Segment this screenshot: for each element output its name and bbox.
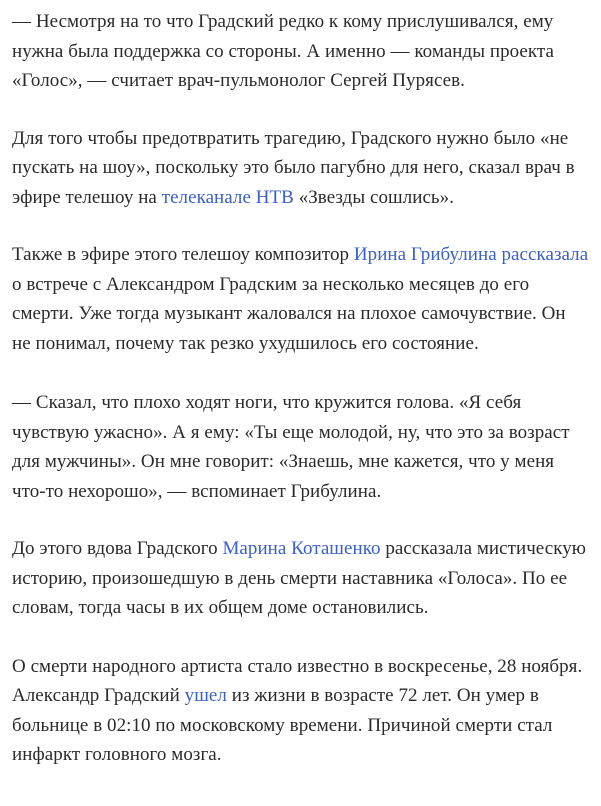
paragraph-6-text-a: О смерти народного артиста стало известно в воскресенье, 28 ноября. Александр Градский [12,655,583,706]
paragraph-5 [12,534,589,623]
link-irina-gribulina[interactable]: Ирина Грибулина рассказала [353,244,589,265]
link-marina-kotashenko[interactable]: Марина Коташенко [222,538,381,559]
link-passed-away[interactable]: ушел [184,685,227,706]
paragraph-3-text-b: о встрече с Александром Градским за несколько месяцев до его смерти. Уже тогда музыкант жаловался на плохое самочувствие. Он не понимал, почему так резко ухудшилось его состояние. [12,273,566,354]
paragraph-3 [12,240,589,358]
paragraph-3-text-a: Также в эфире этого телешоу композитор [12,244,354,265]
paragraph-2 [12,124,589,213]
paragraph-6 [12,652,589,770]
paragraph-5-text-b: рассказала мистическую историю, произошедшую в день смерти наставника «Голоса». По ее словам, тогда часы в их общем доме остановились. [12,538,587,618]
paragraph-5-text-a: До этого вдова Градского [12,538,223,559]
paragraph-1 [12,0,589,96]
paragraph-6-text-b: из жизни в возрасте 72 лет. Он умер в больнице в 02:10 по московскому времени. Причиной смерти стал инфаркт головного мозга. [12,685,553,765]
paragraph-4 [12,388,589,506]
paragraph-2-text-b: «Звезды сошлись». [293,186,454,208]
paragraph-1-text: — Несмотря на то что Градский редко к кому прислушивался, ему нужна была поддержка со стороны. А именно — команды проекта «Голос», — считает врач-пульмонолог Сергей Пурясев. [12,11,554,91]
link-ntv-channel[interactable]: телеканале НТВ [161,186,294,208]
paragraph-4-text: — Сказал, что плохо ходят ноги, что кружится голова. «Я себя чувствую ужасно». А я ему: «Ты еще молодой, ну, что это за возраст для мужчины». Он мне говорит: «Знаешь, мне кажется, что у меня что-то нехорошо», — вспоминает Грибулина. [12,392,570,502]
paragraph-2-text-a: Для того чтобы предотвратить трагедию, Градского нужно было «не пускать на шоу», поскольку это было пагубно для него, сказал врач в эфире телешоу на [12,127,575,208]
